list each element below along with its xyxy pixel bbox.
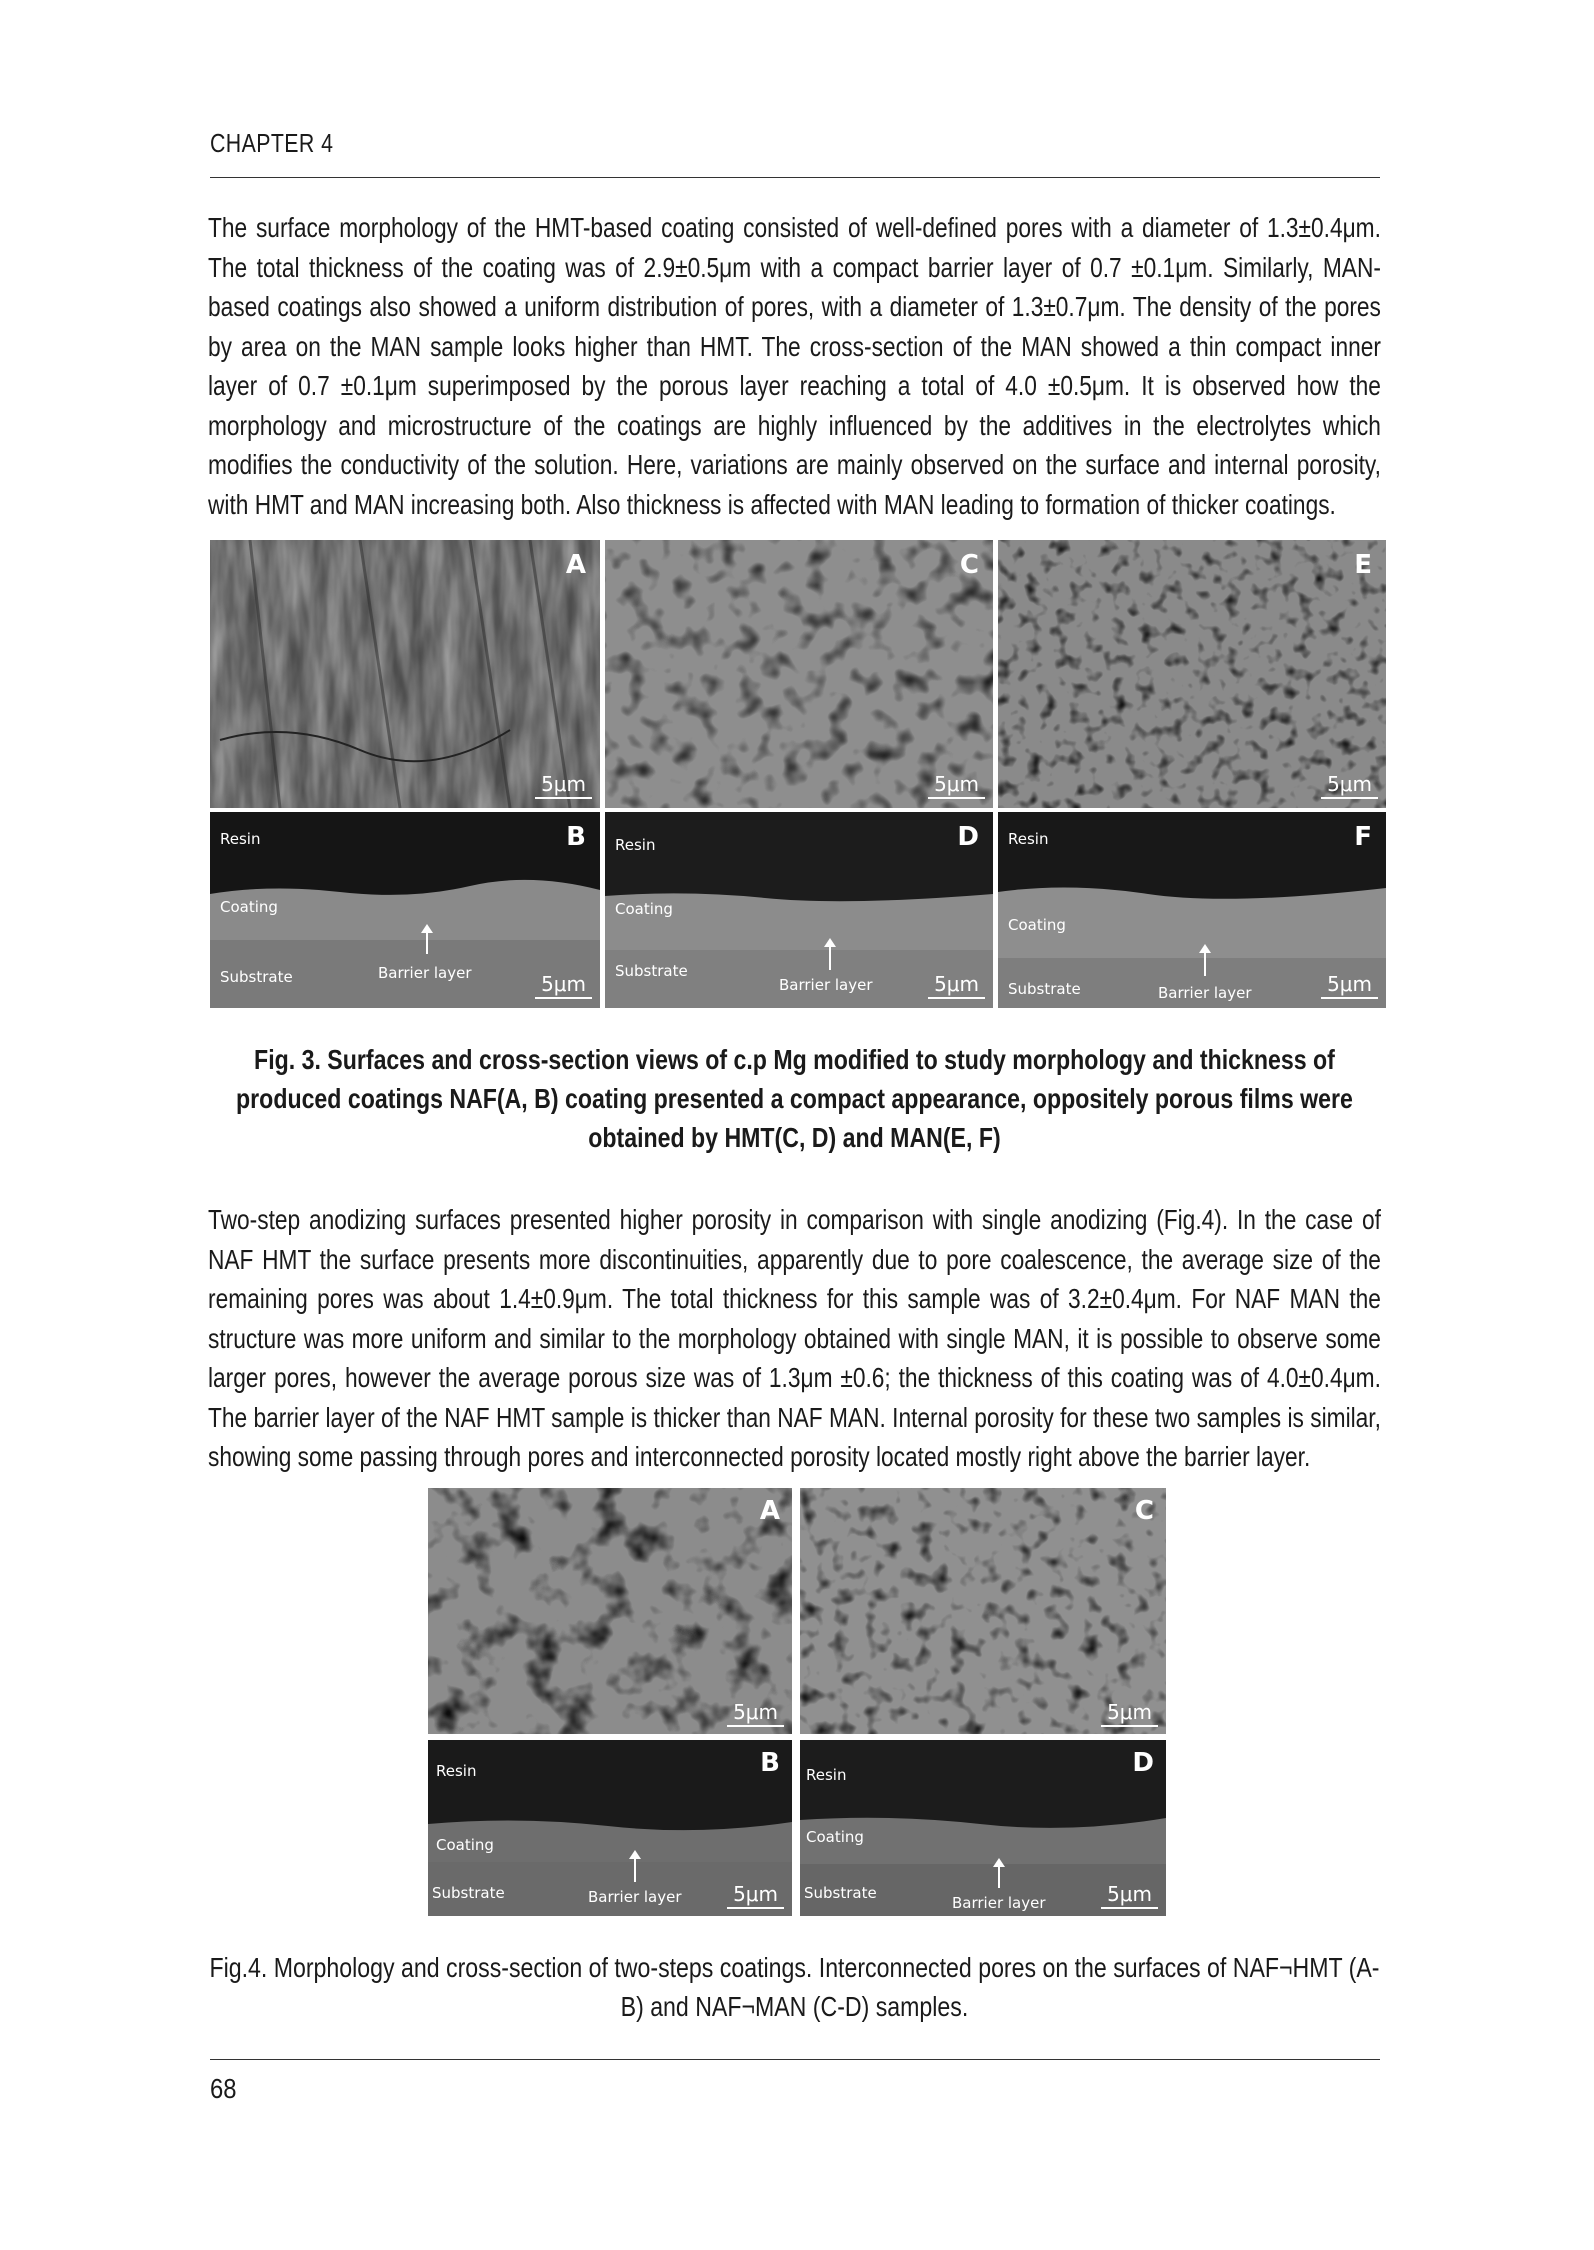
- fig3-f-barrier: Barrier layer: [1158, 984, 1252, 1002]
- fig4-b-arrow: [634, 1858, 636, 1882]
- fig3-d-resin: Resin: [615, 836, 656, 854]
- fig4-b-coating: Coating: [436, 1836, 494, 1854]
- footer-rule: [210, 2059, 1380, 2060]
- page-number: 68: [210, 2073, 237, 2104]
- fig4-d-resin: Resin: [806, 1766, 847, 1784]
- fig4-label-d: D: [1132, 1748, 1154, 1778]
- fig3-d-arrow: [829, 946, 831, 970]
- fig3-scale-b: 5μm: [541, 972, 586, 996]
- fig4-label-a: A: [759, 1496, 780, 1526]
- fig4-b-barrier: Barrier layer: [588, 1888, 682, 1906]
- fig4-d-barrier: Barrier layer: [952, 1894, 1046, 1912]
- paragraph-1: The surface morphology of the HMT-based coating consisted of well-defined pores with a diameter of 1.3±0.4μm. The total thickness of the coating was of 2.9±0.5μm with a compact barrier layer of 0.7 ±0.1μm. Similarly, MAN-based coatings also showed a uniform distribution of pores, with a diameter of 1.3±0.7μm. The density of the pores by area on the MAN sample looks higher than HMT. The cross-section of the MAN showed a thin compact inner layer of 0.7 ±0.1μm superimposed by the porous layer reaching a total of 4.0 ±0.5μm. It is observed how the morphology and microstructure of the coatings are highly influenced by the additives in the electrolytes which modifies the conductivity of the solution. Here, variations are mainly observed on the surface and internal porosity, with HMT and MAN increasing both. Also thickness is affected with MAN leading to formation of thicker coatings.: [208, 212, 1381, 520]
- fig3-panel-e: [998, 540, 1386, 808]
- fig3-b-resin: Resin: [220, 830, 261, 848]
- fig3-label-f: F: [1354, 822, 1372, 852]
- paragraph-2: Two-step anodizing surfaces presented higher porosity in comparison with single anodizing (Fig.4). In the case of NAF HMT the surface presents more discontinuities, apparently due to pore coalescence, the average size of the remaining pores was about 1.4±0.9μm. The total thickness for this sample was of 3.2±0.4μm. For NAF MAN the structure was more uniform and similar to the morphology obtained with single MAN, it is possible to observe some larger pores, however the average porous size was of 1.3μm ±0.6; the thickness of this coating was of 4.0±0.4μm. The barrier layer of the NAF HMT sample is thicker than NAF MAN. Internal porosity for these two samples is similar, showing some passing through pores and interconnected porosity located mostly right above the barrier layer.: [208, 1204, 1381, 1472]
- fig4-b-resin: Resin: [436, 1762, 477, 1780]
- fig3-label-b: B: [566, 822, 586, 852]
- fig3-label-d: D: [957, 822, 979, 852]
- fig3-scale-d: 5μm: [934, 972, 979, 996]
- figure-4-caption: Fig.4. Morphology and cross-section of two-steps coatings. Interconnected pores on the surfaces of NAF¬HMT (A-B) and NAF¬MAN (C-D) samples.: [209, 1952, 1380, 2022]
- fig3-label-a: A: [565, 550, 586, 580]
- fig4-panel-c: [800, 1488, 1166, 1734]
- fig4-panel-b: [428, 1740, 792, 1916]
- fig4-panel-a: [428, 1488, 792, 1734]
- fig4-label-b: B: [760, 1748, 780, 1778]
- figure-3-caption: Fig. 3. Surfaces and cross-section views of c.p Mg modified to study morphology and thickness of produced coatings NAF(A, B) coating presented a compact appearance, oppositely porous films were obtained by HMT(C, D) and MAN(E, F): [236, 1044, 1353, 1153]
- fig3-b-arrow: [426, 932, 428, 954]
- fig3-label-e: E: [1354, 550, 1372, 580]
- fig4-scale-b: 5μm: [733, 1882, 778, 1906]
- fig4-scale-c: 5μm: [1107, 1700, 1152, 1724]
- fig3-scale-f: 5μm: [1327, 972, 1372, 996]
- fig3-d-substrate: Substrate: [615, 962, 688, 980]
- fig3-f-coating: Coating: [1008, 916, 1066, 934]
- fig3-f-arrow: [1204, 952, 1206, 976]
- fig3-b-coating: Coating: [220, 898, 278, 916]
- fig3-scale-e: 5μm: [1327, 772, 1372, 796]
- chapter-header: CHAPTER 4: [210, 128, 334, 158]
- fig4-panel-d: [800, 1740, 1166, 1916]
- fig4-d-substrate: Substrate: [804, 1884, 877, 1902]
- fig3-panel-a: [210, 540, 600, 808]
- fig3-f-substrate: Substrate: [1008, 980, 1081, 998]
- fig3-b-barrier: Barrier layer: [378, 964, 472, 982]
- fig3-panel-d: [605, 812, 993, 1008]
- fig3-panel-f: [998, 812, 1386, 1008]
- fig3-label-c: C: [959, 550, 979, 580]
- fig3-d-barrier: Barrier layer: [779, 976, 873, 994]
- header-rule: [210, 177, 1380, 178]
- fig3-f-resin: Resin: [1008, 830, 1049, 848]
- fig4-d-coating: Coating: [806, 1828, 864, 1846]
- fig3-panel-c: [605, 540, 993, 808]
- fig4-label-c: C: [1134, 1496, 1154, 1526]
- fig4-b-substrate: Substrate: [432, 1884, 505, 1902]
- fig3-scale-a: 5μm: [541, 772, 586, 796]
- fig3-b-substrate: Substrate: [220, 968, 293, 986]
- fig3-d-coating: Coating: [615, 900, 673, 918]
- fig4-scale-a: 5μm: [733, 1700, 778, 1724]
- fig4-scale-d: 5μm: [1107, 1882, 1152, 1906]
- fig3-panel-b: [210, 812, 600, 1008]
- fig4-d-arrow: [998, 1866, 1000, 1888]
- fig3-scale-c: 5μm: [934, 772, 979, 796]
